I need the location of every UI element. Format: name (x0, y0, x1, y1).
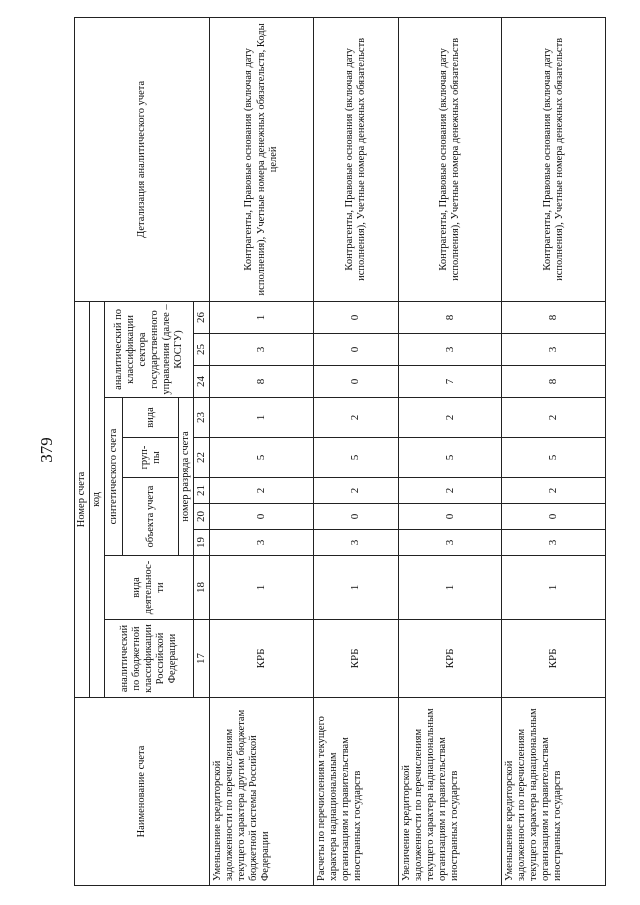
row-cell: 0 (313, 366, 398, 398)
digit-col-20: 20 (194, 504, 210, 530)
row-cell: 2 (313, 478, 398, 504)
digit-col-26: 26 (194, 301, 210, 333)
row-cell: 5 (210, 438, 314, 478)
rotated-table-wrapper (74, 18, 606, 886)
row-cell: 5 (502, 438, 606, 478)
header-object: объекта учета (123, 478, 179, 556)
row-cell: КРБ (313, 620, 398, 698)
row-cell: 3 (502, 530, 606, 556)
table-row (210, 17, 314, 885)
row-cell: 2 (313, 398, 398, 438)
row-account-name: Расчеты по перечислениям текущего характера наднациональным организациям и правительствам иностранных государств (313, 698, 398, 886)
row-cell: КРБ (398, 620, 502, 698)
header-analytic-budget: аналитический по бюджетной классификации Российской Федерации (105, 620, 194, 698)
header-detail: Детализация аналитического учета (75, 17, 210, 301)
row-cell: 3 (313, 530, 398, 556)
row-cell: 0 (313, 301, 398, 333)
table-row (398, 17, 502, 885)
header-code: код (90, 301, 105, 697)
table-row (313, 17, 398, 885)
digit-col-21: 21 (194, 478, 210, 504)
row-detail: Контрагенты, Правовые основания (включая дату исполнения), Учетные номера денежных обязательств, Коды целей (210, 17, 314, 301)
row-cell: 1 (502, 556, 606, 620)
row-cell: 3 (502, 334, 606, 366)
header-account-name: Наименование счета (75, 698, 210, 886)
accounts-table (74, 17, 606, 886)
row-cell: 8 (210, 366, 314, 398)
row-account-name: Уменьшение кредиторской задолженности по перечислениям текущего характера наднациональным организациям и правительствам иностранных государств (502, 698, 606, 886)
header-digit-number: номер разряда счета (179, 398, 194, 556)
row-account-name: Увеличение кредиторской задолженности по перечислениям текущего характера наднациональным организациям и правительствам иностранных государств (398, 698, 502, 886)
row-detail: Контрагенты, Правовые основания (включая дату исполнения), Учетные номера денежных обязательств (313, 17, 398, 301)
header-group: груп-пы (123, 438, 179, 478)
row-cell: 3 (398, 530, 502, 556)
header-activity-type: вида деятельнос-ти (105, 556, 194, 620)
row-cell: КРБ (502, 620, 606, 698)
digit-col-23: 23 (194, 398, 210, 438)
row-cell: 2 (398, 478, 502, 504)
row-cell: 1 (210, 556, 314, 620)
row-cell: 2 (398, 398, 502, 438)
digit-col-19: 19 (194, 530, 210, 556)
row-cell: 3 (398, 334, 502, 366)
row-cell: 1 (210, 398, 314, 438)
digit-col-18: 18 (194, 556, 210, 620)
row-detail: Контрагенты, Правовые основания (включая дату исполнения), Учетные номера денежных обязательств (398, 17, 502, 301)
row-cell: 2 (502, 478, 606, 504)
row-cell: 1 (398, 556, 502, 620)
row-cell: 0 (398, 504, 502, 530)
row-cell: 0 (210, 504, 314, 530)
page-number: 379 (36, 437, 56, 463)
header-kosgu: аналитический по классификации сектора государственного управления (далее – КОСГУ) (105, 301, 194, 397)
digit-col-17: 17 (194, 620, 210, 698)
header-account-number: Номер счета (75, 301, 90, 697)
row-cell: 8 (502, 301, 606, 333)
row-cell: 3 (210, 334, 314, 366)
row-cell: 1 (313, 556, 398, 620)
digit-col-25: 25 (194, 334, 210, 366)
row-cell: 8 (502, 366, 606, 398)
row-cell: 2 (502, 398, 606, 438)
row-cell: 7 (398, 366, 502, 398)
row-cell: 5 (398, 438, 502, 478)
document-sheet (74, 18, 606, 886)
row-detail: Контрагенты, Правовые основания (включая дату исполнения), Учетные номера денежных обязательств (502, 17, 606, 301)
digit-col-24: 24 (194, 366, 210, 398)
row-cell: 1 (210, 301, 314, 333)
row-cell: 5 (313, 438, 398, 478)
row-cell: 0 (313, 334, 398, 366)
row-account-name: Уменьшение кредиторской задолженности по перечислениям текущего характера другим бюджетам бюджетной системы Российской Федерации (210, 698, 314, 886)
header-synthetic: синтетического счета (105, 398, 123, 556)
header-kind: вида (123, 398, 179, 438)
row-cell: 0 (313, 504, 398, 530)
row-cell: 2 (210, 478, 314, 504)
row-cell: 0 (502, 504, 606, 530)
row-cell: 8 (398, 301, 502, 333)
row-cell: КРБ (210, 620, 314, 698)
digit-col-22: 22 (194, 438, 210, 478)
row-cell: 3 (210, 530, 314, 556)
table-row (502, 17, 606, 885)
